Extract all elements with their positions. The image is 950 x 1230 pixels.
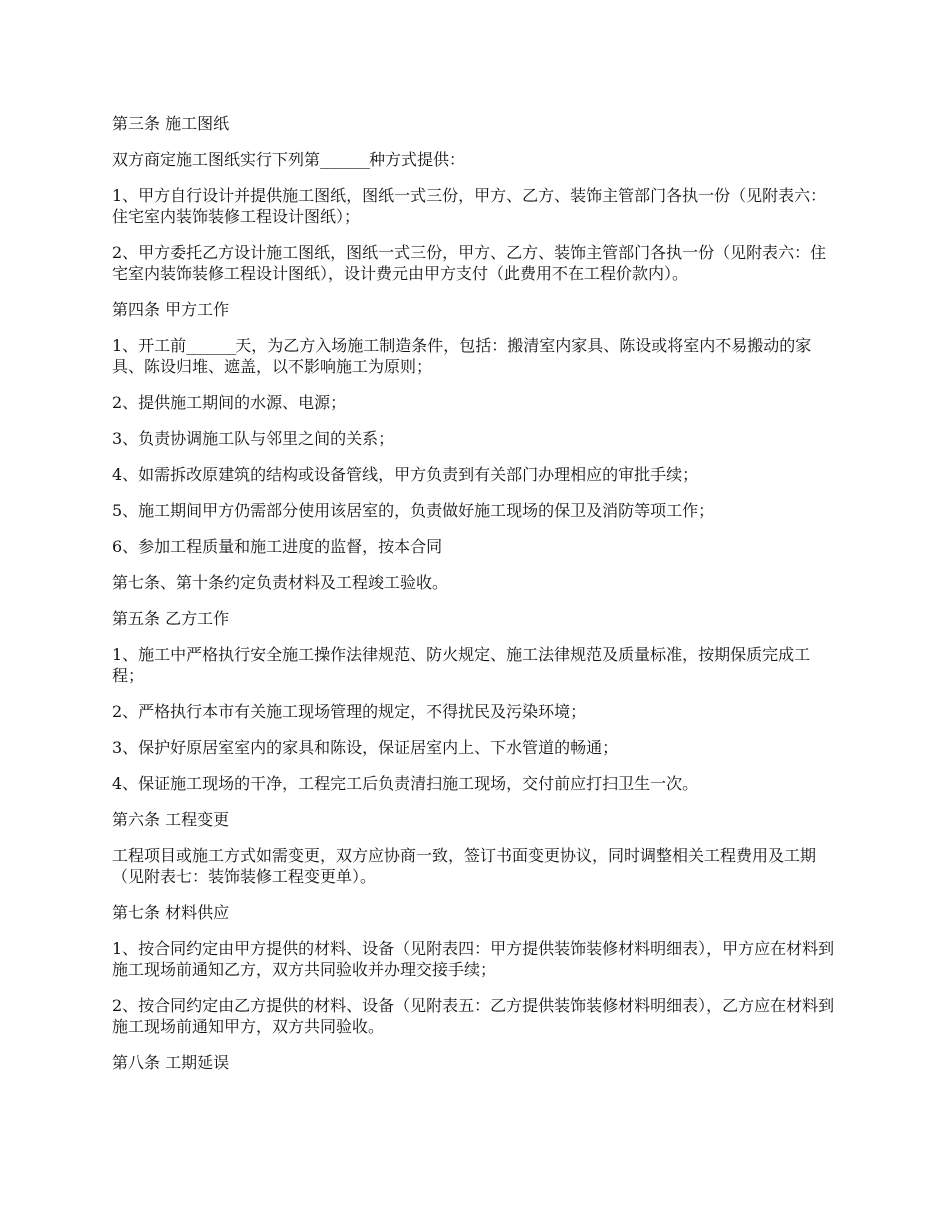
fill-in-blank: _______ <box>320 150 370 169</box>
paragraph-art7-item2: 2、按合同约定由乙方提供的材料、设备（见附表五：乙方提供装饰装修材料明细表），乙方应在材料到施工现场前通知甲方，双方共同验收。 <box>112 996 835 1036</box>
paragraph-art3-item1: 1、甲方自行设计并提供施工图纸，图纸一式三份，甲方、乙方、装饰主管部门各执一份（见附表六：住宅室内装饰装修工程设计图纸）； <box>112 186 827 226</box>
paragraph-art4-item6: 6、参加工程质量和施工进度的监督，按本合同 <box>112 537 443 556</box>
paragraph-art8-heading: 第八条 工期延误 <box>112 1053 230 1072</box>
paragraph-text-after-blank: 天，为乙方入场施工制造条件，包括：搬清室内家具、陈设或将室内不易搬动的家具、陈设归堆、遮盖，以不影响施工为原则； <box>112 336 812 376</box>
fill-in-blank: _______ <box>186 336 236 355</box>
paragraph-art3-heading: 第三条 施工图纸 <box>112 114 230 133</box>
paragraph-text-after-blank: 种方式提供： <box>369 150 466 169</box>
paragraph-text-before-blank: 1、开工前 <box>112 336 187 355</box>
paragraph-art4-item3: 3、负责协调施工队与邻里之间的关系； <box>112 429 395 448</box>
document-page <box>112 113 842 1088</box>
paragraph-art4-item1 <box>112 335 842 377</box>
paragraph-art6-body: 工程项目或施工方式如需变更，双方应协商一致，签订书面变更协议，同时调整相关工程费用及工期（见附表七：装饰装修工程变更单）。 <box>112 846 817 886</box>
paragraph-art4-item6-cont: 第七条、第十条约定负责材料及工程竣工验收。 <box>112 573 449 592</box>
paragraph-art4-item2: 2、提供施工期间的水源、电源； <box>112 393 347 412</box>
paragraph-art5-item1: 1、施工中严格执行安全施工操作法律规范、防火规定、施工法律规范及质量标准，按期保质完成工程； <box>112 645 811 685</box>
paragraph-art7-item1: 1、按合同约定由甲方提供的材料、设备（见附表四：甲方提供装饰装修材料明细表），甲方应在材料到施工现场前通知乙方，双方共同验收并办理交接手续； <box>112 939 835 979</box>
paragraph-art4-item5: 5、施工期间甲方仍需部分使用该居室的，负责做好施工现场的保卫及消防等项工作； <box>112 501 715 520</box>
paragraph-art7-heading: 第七条 材料供应 <box>112 903 230 922</box>
paragraph-art3-intro <box>112 149 842 170</box>
paragraph-art4-heading: 第四条 甲方工作 <box>112 300 230 319</box>
paragraph-text-before-blank: 双方商定施工图纸实行下列第 <box>112 150 321 169</box>
paragraph-art4-item4: 4、如需拆改原建筑的结构或设备管线，甲方负责到有关部门办理相应的审批手续； <box>112 465 699 484</box>
paragraph-art5-item3: 3、保护好原居室室内的家具和陈设，保证居室内上、下水管道的畅通； <box>112 738 619 757</box>
paragraph-art3-item2: 2、甲方委托乙方设计施工图纸，图纸一式三份，甲方、乙方、装饰主管部门各执一份（见附表六：住宅室内装饰装修工程设计图纸），设计费元由甲方支付（此费用不在工程价款内）。 <box>112 243 827 283</box>
paragraph-art5-heading: 第五条 乙方工作 <box>112 609 230 628</box>
paragraph-art5-item4: 4、保证施工现场的干净，工程完工后负责清扫施工现场，交付前应打扫卫生一次。 <box>112 774 699 793</box>
paragraph-art5-item2: 2、严格执行本市有关施工现场管理的规定，不得扰民及污染环境； <box>112 702 587 721</box>
paragraph-art6-heading: 第六条 工程变更 <box>112 810 230 829</box>
